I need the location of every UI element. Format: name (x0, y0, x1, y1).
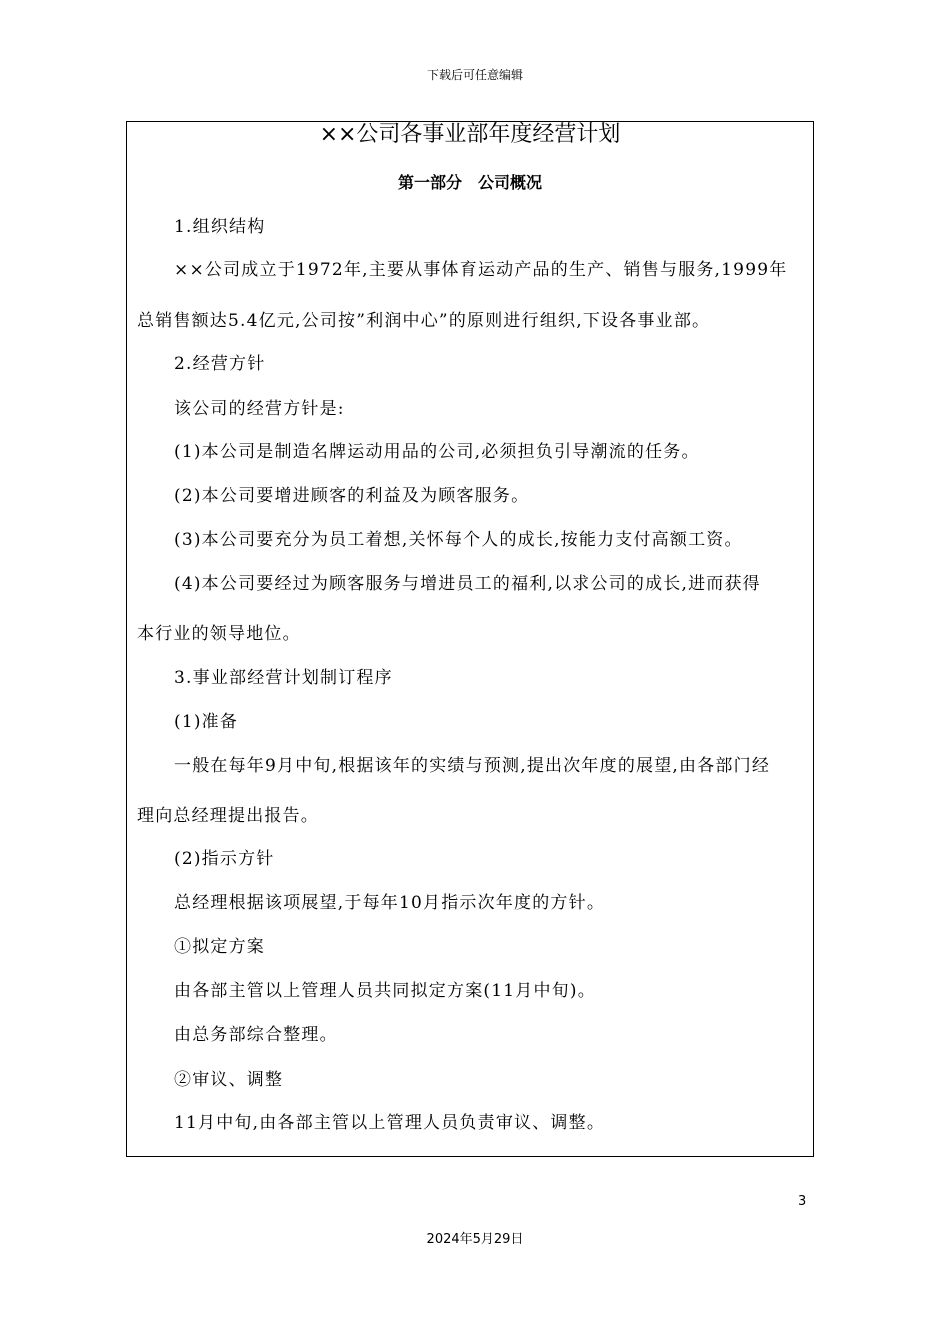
paragraph-line: 理向总经理提出报告。 (137, 806, 319, 826)
page-number: 3 (798, 1194, 807, 1209)
paragraph-line: ××公司成立于1972年,主要从事体育运动产品的生产、销售与服务,1999年 (174, 260, 788, 280)
paragraph-line: 由各部主管以上管理人员共同拟定方案(11月中旬)。 (174, 981, 596, 1001)
heading-business-policy: 2.经营方针 (174, 354, 266, 374)
subheading-review-adjust: ②审议、调整 (174, 1070, 284, 1090)
list-item: (2)本公司要增进顾客的利益及为顾客服务。 (174, 486, 530, 506)
paragraph-line: 总经理根据该项展望,于每年10月指示次年度的方针。 (174, 893, 606, 913)
list-item: (1)本公司是制造名牌运动用品的公司,必须担负引导潮流的任务。 (174, 442, 700, 462)
paragraph-line: 由总务部综合整理。 (174, 1025, 338, 1045)
list-item: (4)本公司要经过为顾客服务与增进员工的福利,以求公司的成长,进而获得 (174, 574, 761, 594)
document-title: ××公司各事业部年度经营计划 (319, 122, 621, 147)
subheading-draft-plan: ①拟定方案 (174, 937, 265, 957)
subheading-preparation: (1)准备 (174, 712, 239, 732)
subheading-policy-instruction: (2)指示方针 (174, 849, 275, 869)
heading-planning-procedure: 3.事业部经营计划制订程序 (174, 668, 393, 688)
paragraph-line: 11月中旬,由各部主管以上管理人员负责审议、调整。 (174, 1113, 606, 1133)
paragraph-line: 本行业的领导地位。 (137, 624, 301, 644)
paragraph-line: 该公司的经营方针是: (174, 399, 345, 419)
paragraph-line: 总销售额达5.4亿元,公司按”利润中心”的原则进行组织,下设各事业部。 (137, 311, 711, 331)
header-note: 下载后可任意编辑 (426, 68, 523, 82)
list-item: (3)本公司要充分为员工着想,关怀每个人的成长,按能力支付高额工资。 (174, 530, 743, 550)
paragraph-line: 一般在每年9月中旬,根据该年的实绩与预测,提出次年度的展望,由各部门经 (174, 756, 771, 776)
heading-org-structure: 1.组织结构 (174, 217, 266, 237)
footer-date: 2024年5月29日 (426, 1232, 524, 1247)
section-title: 第一部分 公司概况 (397, 173, 542, 192)
